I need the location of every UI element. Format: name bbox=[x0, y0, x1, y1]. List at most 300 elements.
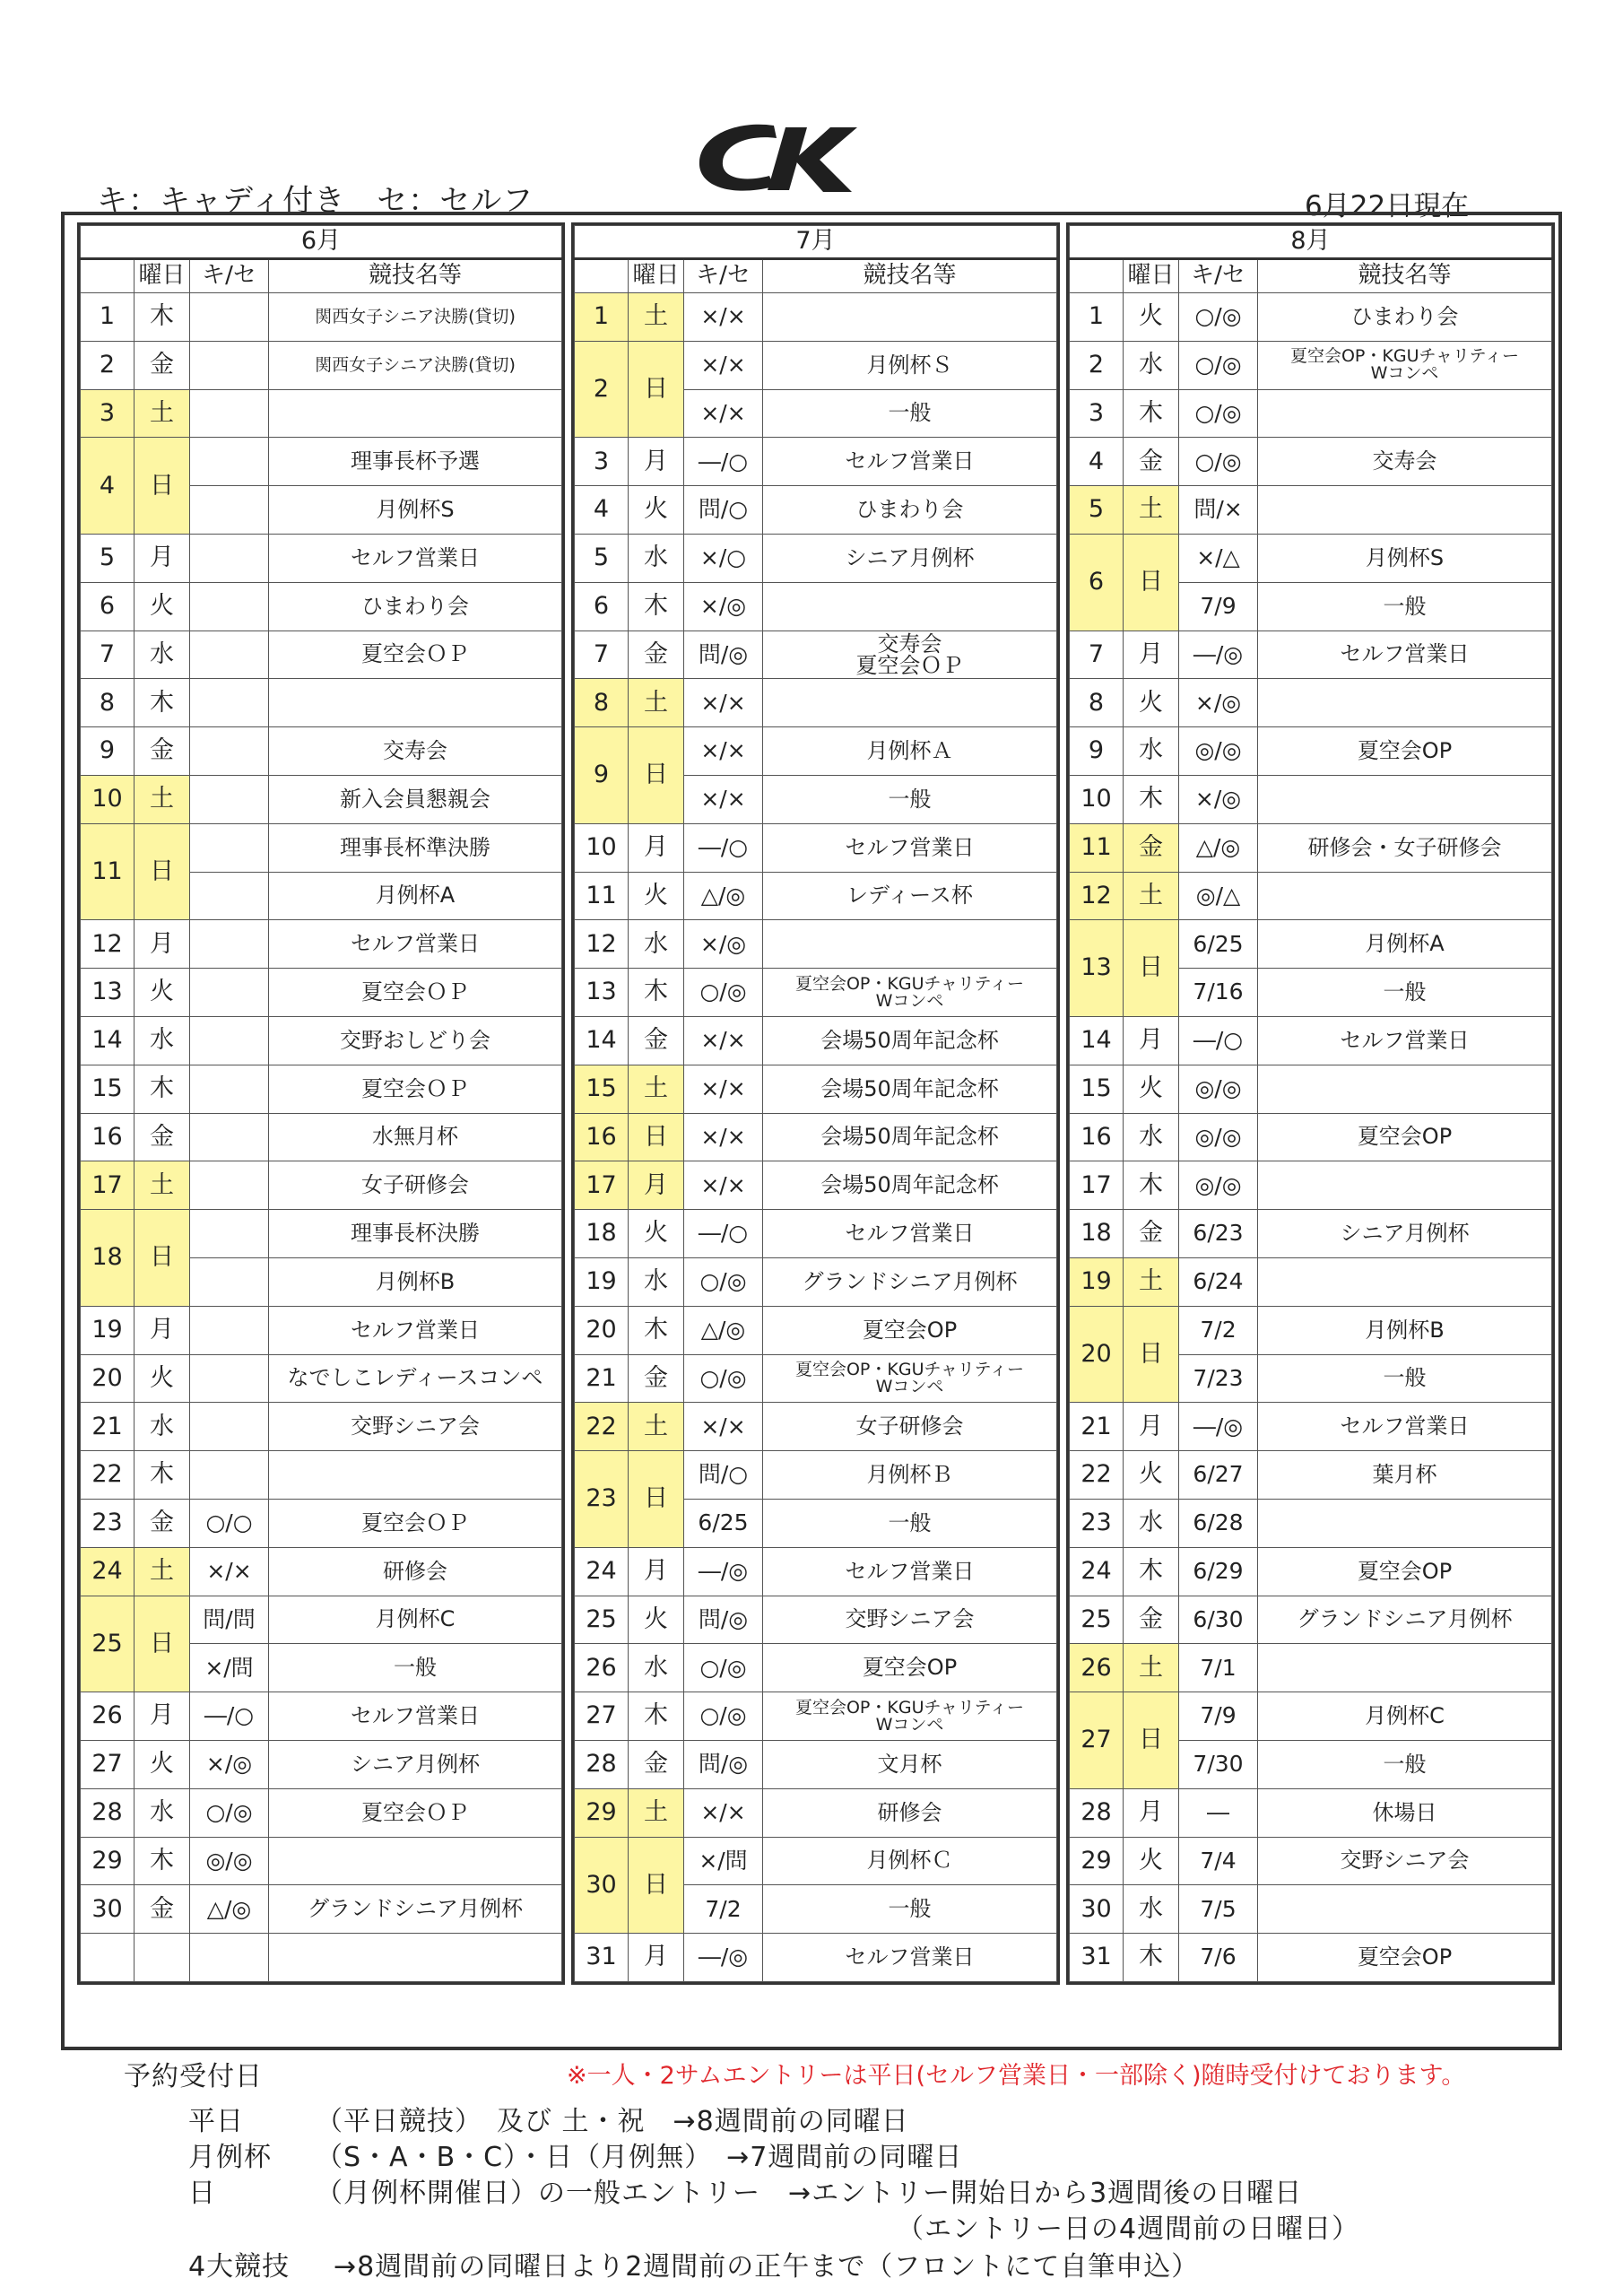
day-number: 12 bbox=[575, 920, 629, 969]
caddie-self-status: ― bbox=[1179, 1788, 1258, 1837]
weekday: 木 bbox=[629, 582, 684, 631]
event-name: 水無月杯 bbox=[269, 1113, 562, 1161]
table-row bbox=[1070, 293, 1552, 342]
weekday: 日 bbox=[135, 1210, 190, 1307]
day-number: 9 bbox=[81, 727, 135, 776]
table-row bbox=[575, 920, 1057, 969]
event-name: ひまわり会 bbox=[763, 486, 1057, 535]
month-august-table bbox=[1066, 222, 1555, 1985]
caddie-self-status bbox=[190, 341, 269, 389]
caddie-self-status bbox=[190, 1257, 269, 1306]
day-number: 16 bbox=[81, 1113, 135, 1161]
event-name: 関西女子シニア決勝(貸切) bbox=[269, 341, 562, 389]
table-row bbox=[575, 1065, 1057, 1113]
caddie-self-status bbox=[190, 1016, 269, 1065]
day-number: 31 bbox=[575, 1934, 629, 1982]
weekday: 月 bbox=[1124, 631, 1179, 679]
weekday: 水 bbox=[629, 920, 684, 969]
event-name: 夏空会ＯＰ bbox=[269, 969, 562, 1017]
caddie-self-status bbox=[190, 631, 269, 679]
event-name: 月例杯Ａ bbox=[763, 727, 1057, 776]
caddie-self-status: 7/6 bbox=[1179, 1934, 1258, 1982]
table-row bbox=[81, 920, 562, 969]
weekday: 水 bbox=[135, 631, 190, 679]
caddie-self-status: 問/× bbox=[1179, 486, 1258, 535]
caddie-self-status: ×/◎ bbox=[1179, 679, 1258, 727]
day-number: 23 bbox=[1070, 1499, 1124, 1547]
day-number: 7 bbox=[575, 631, 629, 679]
header-caddie-self: キ/セ bbox=[1179, 259, 1258, 293]
table-row bbox=[575, 823, 1057, 872]
caddie-self-status: 7/23 bbox=[1179, 1354, 1258, 1403]
weekday: 日 bbox=[629, 727, 684, 824]
event-name: なでしこレディースコンペ bbox=[269, 1354, 562, 1403]
table-row bbox=[1070, 1499, 1552, 1547]
month-title: 7月 bbox=[575, 226, 1057, 259]
event-name: 夏空会ＯＰ bbox=[269, 1065, 562, 1113]
caddie-self-status: ◎/△ bbox=[1179, 872, 1258, 920]
note-sunday-sub: （エントリー日の4週間前の日曜日） bbox=[897, 2213, 1360, 2245]
event-name: 夏空会ＯＰ bbox=[269, 1499, 562, 1547]
header-weekday: 曜日 bbox=[629, 259, 684, 293]
event-name: ひまわり会 bbox=[269, 582, 562, 631]
weekday: 日 bbox=[135, 1596, 190, 1692]
caddie-self-status: ―/◎ bbox=[1179, 631, 1258, 679]
caddie-self-status bbox=[190, 1354, 269, 1403]
caddie-self-status: ―/◎ bbox=[684, 1547, 763, 1596]
weekday: 土 bbox=[135, 1547, 190, 1596]
weekday: 水 bbox=[1124, 1113, 1179, 1161]
caddie-self-status: ―/◎ bbox=[684, 1934, 763, 1982]
caddie-self-status: ×/× bbox=[684, 1403, 763, 1451]
schedule-table bbox=[574, 225, 1057, 1982]
caddie-self-status: 6/25 bbox=[1179, 920, 1258, 969]
weekday: 月 bbox=[135, 920, 190, 969]
header-weekday: 曜日 bbox=[135, 259, 190, 293]
caddie-self-status bbox=[190, 1161, 269, 1210]
table-row bbox=[81, 1403, 562, 1451]
caddie-self-status bbox=[190, 534, 269, 582]
table-row bbox=[1070, 1306, 1552, 1354]
caddie-self-status: 6/23 bbox=[1179, 1210, 1258, 1258]
weekday: 水 bbox=[629, 1644, 684, 1692]
caddie-self-status: ×/× bbox=[684, 389, 763, 438]
weekday: 土 bbox=[629, 293, 684, 342]
event-name bbox=[1258, 1885, 1552, 1934]
event-name: 交野シニア会 bbox=[763, 1596, 1057, 1644]
day-number: 15 bbox=[1070, 1065, 1124, 1113]
table-row bbox=[81, 1934, 562, 1982]
day-number: 13 bbox=[575, 969, 629, 1017]
event-name bbox=[1258, 389, 1552, 438]
day-number: 3 bbox=[81, 389, 135, 438]
weekday: 木 bbox=[629, 1306, 684, 1354]
caddie-self-status bbox=[190, 679, 269, 727]
weekday: 木 bbox=[135, 679, 190, 727]
weekday: 金 bbox=[1124, 438, 1179, 486]
weekday: 水 bbox=[1124, 727, 1179, 776]
table-row bbox=[1070, 1113, 1552, 1161]
table-row bbox=[575, 1547, 1057, 1596]
day-number: 27 bbox=[1070, 1692, 1124, 1789]
weekday: 水 bbox=[1124, 341, 1179, 389]
caddie-self-status: ○/◎ bbox=[684, 969, 763, 1017]
month-june-table bbox=[77, 222, 565, 1985]
table-row bbox=[575, 1596, 1057, 1644]
caddie-self-status: ×/◎ bbox=[1179, 775, 1258, 823]
table-row bbox=[1070, 1885, 1552, 1934]
day-number: 29 bbox=[1070, 1837, 1124, 1885]
day-number: 24 bbox=[1070, 1547, 1124, 1596]
table-row bbox=[575, 727, 1057, 776]
table-row bbox=[575, 1354, 1057, 1403]
event-name: 夏空会ＯＰ bbox=[269, 1788, 562, 1837]
event-name: 交野おしどり会 bbox=[269, 1016, 562, 1065]
caddie-self-status: ×/× bbox=[684, 775, 763, 823]
caddie-self-status: ×/× bbox=[684, 1065, 763, 1113]
day-number: 16 bbox=[575, 1113, 629, 1161]
event-name: 月例杯B bbox=[269, 1257, 562, 1306]
caddie-self-status bbox=[190, 775, 269, 823]
day-number: 6 bbox=[575, 582, 629, 631]
table-row bbox=[81, 1547, 562, 1596]
weekday: 日 bbox=[1124, 534, 1179, 631]
day-number: 14 bbox=[575, 1016, 629, 1065]
header-weekday: 曜日 bbox=[1124, 259, 1179, 293]
day-number: 29 bbox=[575, 1788, 629, 1837]
day-number: 5 bbox=[575, 534, 629, 582]
day-number: 2 bbox=[81, 341, 135, 389]
caddie-self-status: ×/◎ bbox=[684, 920, 763, 969]
table-row bbox=[1070, 872, 1552, 920]
weekday: 火 bbox=[135, 1354, 190, 1403]
table-row bbox=[1070, 679, 1552, 727]
day-number: 11 bbox=[1070, 823, 1124, 872]
caddie-self-status bbox=[190, 872, 269, 920]
table-row bbox=[81, 1161, 562, 1210]
weekday: 土 bbox=[1124, 486, 1179, 535]
weekday bbox=[135, 1934, 190, 1982]
day-number: 19 bbox=[575, 1257, 629, 1306]
table-row bbox=[1070, 920, 1552, 969]
event-name: 会場50周年記念杯 bbox=[763, 1016, 1057, 1065]
day-number: 25 bbox=[81, 1596, 135, 1692]
caddie-self-status bbox=[190, 823, 269, 872]
day-number: 17 bbox=[1070, 1161, 1124, 1210]
table-row bbox=[575, 1788, 1057, 1837]
table-row bbox=[1070, 1596, 1552, 1644]
caddie-self-status: ×/× bbox=[684, 679, 763, 727]
event-name: 研修会・女子研修会 bbox=[1258, 823, 1552, 872]
day-number: 9 bbox=[1070, 727, 1124, 776]
table-row bbox=[1070, 631, 1552, 679]
weekday: 木 bbox=[1124, 1161, 1179, 1210]
event-name: シニア月例杯 bbox=[763, 534, 1057, 582]
day-number bbox=[81, 1934, 135, 1982]
weekday: 月 bbox=[629, 1934, 684, 1982]
event-name: 夏空会OP・KGUチャリティー Wコンペ bbox=[1258, 341, 1552, 389]
day-number: 17 bbox=[575, 1161, 629, 1210]
weekday: 木 bbox=[629, 1692, 684, 1741]
event-name: 交野シニア会 bbox=[1258, 1837, 1552, 1885]
day-number: 17 bbox=[81, 1161, 135, 1210]
caddie-self-status bbox=[190, 920, 269, 969]
table-row bbox=[575, 341, 1057, 389]
table-row bbox=[575, 679, 1057, 727]
event-name: 会場50周年記念杯 bbox=[763, 1161, 1057, 1210]
table-row bbox=[81, 293, 562, 342]
table-row bbox=[575, 969, 1057, 1017]
weekday: 金 bbox=[135, 727, 190, 776]
caddie-self-status: ×/× bbox=[684, 293, 763, 342]
table-row bbox=[575, 1257, 1057, 1306]
caddie-self-status: 7/9 bbox=[1179, 1692, 1258, 1741]
table-row bbox=[81, 341, 562, 389]
table-row bbox=[575, 1161, 1057, 1210]
event-name: 月例杯C bbox=[269, 1596, 562, 1644]
event-name bbox=[1258, 1499, 1552, 1547]
event-name: 夏空会OP bbox=[1258, 1547, 1552, 1596]
weekday: 土 bbox=[135, 1161, 190, 1210]
caddie-self-status: ×/× bbox=[684, 1113, 763, 1161]
weekday: 火 bbox=[629, 1596, 684, 1644]
day-number: 28 bbox=[575, 1740, 629, 1788]
note-monthly-text: （S・A・B・C）・日（月例無） →7週間前の同曜日 bbox=[316, 2142, 963, 2173]
as-of-date: 6月22日現在 bbox=[1305, 190, 1470, 222]
table-row bbox=[1070, 1837, 1552, 1885]
day-number: 2 bbox=[575, 341, 629, 438]
header-event: 競技名等 bbox=[763, 259, 1057, 293]
event-name: 月例杯A bbox=[269, 872, 562, 920]
day-number: 31 bbox=[1070, 1934, 1124, 1982]
caddie-self-status bbox=[190, 1113, 269, 1161]
caddie-self-status: ×/問 bbox=[684, 1837, 763, 1885]
caddie-self-status: ◎/◎ bbox=[1179, 727, 1258, 776]
event-name: 月例杯S bbox=[269, 486, 562, 535]
event-name: 夏空会OP・KGUチャリティー Wコンペ bbox=[763, 1354, 1057, 1403]
day-number: 23 bbox=[575, 1451, 629, 1548]
event-name bbox=[269, 1934, 562, 1982]
day-number: 11 bbox=[575, 872, 629, 920]
event-name: シニア月例杯 bbox=[1258, 1210, 1552, 1258]
weekday: 木 bbox=[135, 293, 190, 342]
event-name: 夏空会OP bbox=[1258, 727, 1552, 776]
day-number: 4 bbox=[575, 486, 629, 535]
table-row bbox=[575, 1306, 1057, 1354]
caddie-self-status: 7/2 bbox=[684, 1885, 763, 1934]
event-name: 理事長杯準決勝 bbox=[269, 823, 562, 872]
event-name: 研修会 bbox=[269, 1547, 562, 1596]
table-row bbox=[1070, 486, 1552, 535]
day-number: 1 bbox=[1070, 293, 1124, 342]
caddie-self-status: ◎/◎ bbox=[1179, 1161, 1258, 1210]
caddie-self-status: ○/◎ bbox=[684, 1354, 763, 1403]
club-logo bbox=[689, 115, 868, 204]
table-row bbox=[81, 1596, 562, 1644]
weekday: 月 bbox=[135, 534, 190, 582]
event-name: 会場50周年記念杯 bbox=[763, 1113, 1057, 1161]
table-row bbox=[575, 1692, 1057, 1741]
table-row bbox=[81, 1499, 562, 1547]
day-number: 11 bbox=[81, 823, 135, 920]
day-number: 24 bbox=[81, 1547, 135, 1596]
day-number: 28 bbox=[81, 1788, 135, 1837]
note-weekday-label: 平日 bbox=[188, 2106, 244, 2137]
table-row bbox=[575, 1934, 1057, 1982]
table-row bbox=[575, 486, 1057, 535]
table-row bbox=[575, 1837, 1057, 1885]
header-event: 競技名等 bbox=[269, 259, 562, 293]
caddie-self-status: 7/16 bbox=[1179, 969, 1258, 1017]
caddie-self-status: 6/30 bbox=[1179, 1596, 1258, 1644]
event-name: 月例杯B bbox=[1258, 1306, 1552, 1354]
day-number: 10 bbox=[81, 775, 135, 823]
caddie-self-status: 6/24 bbox=[1179, 1257, 1258, 1306]
caddie-self-status: ○/◎ bbox=[190, 1788, 269, 1837]
caddie-self-status: ○/◎ bbox=[684, 1644, 763, 1692]
table-row bbox=[81, 1692, 562, 1741]
event-name bbox=[763, 582, 1057, 631]
table-row bbox=[575, 1016, 1057, 1065]
weekday: 火 bbox=[1124, 1451, 1179, 1500]
day-number: 22 bbox=[575, 1403, 629, 1451]
event-name: 夏空会ＯＰ bbox=[269, 631, 562, 679]
caddie-self-status bbox=[190, 969, 269, 1017]
weekday: 木 bbox=[1124, 1547, 1179, 1596]
event-name: 一般 bbox=[1258, 1354, 1552, 1403]
caddie-self-status: ―/○ bbox=[684, 1210, 763, 1258]
event-name: 会場50周年記念杯 bbox=[763, 1065, 1057, 1113]
caddie-self-status: ―/○ bbox=[190, 1692, 269, 1741]
schedule-table bbox=[80, 225, 562, 1982]
day-number: 4 bbox=[81, 438, 135, 535]
logo-text: CK bbox=[689, 115, 690, 116]
day-number: 22 bbox=[1070, 1451, 1124, 1500]
day-number: 26 bbox=[1070, 1644, 1124, 1692]
table-row bbox=[1070, 534, 1552, 582]
event-name: セルフ営業日 bbox=[763, 823, 1057, 872]
event-name: 関西女子シニア決勝(貸切) bbox=[269, 293, 562, 342]
caddie-self-status: 7/4 bbox=[1179, 1837, 1258, 1885]
weekday: 火 bbox=[629, 872, 684, 920]
weekday: 金 bbox=[629, 631, 684, 679]
event-name: 月例杯C bbox=[1258, 1692, 1552, 1741]
event-name bbox=[269, 1837, 562, 1885]
table-row bbox=[1070, 1644, 1552, 1692]
event-name: 研修会 bbox=[763, 1788, 1057, 1837]
day-number: 30 bbox=[81, 1885, 135, 1934]
note-sunday-label: 日 bbox=[188, 2178, 216, 2209]
month-title: 8月 bbox=[1070, 226, 1552, 259]
event-name: 女子研修会 bbox=[269, 1161, 562, 1210]
weekday: 月 bbox=[629, 1161, 684, 1210]
weekday: 木 bbox=[1124, 775, 1179, 823]
event-name bbox=[269, 389, 562, 438]
day-number: 6 bbox=[1070, 534, 1124, 631]
table-row bbox=[1070, 1065, 1552, 1113]
event-name: 一般 bbox=[763, 1499, 1057, 1547]
event-name: 月例杯S bbox=[1258, 534, 1552, 582]
table-row bbox=[81, 1788, 562, 1837]
caddie-self-status: ○/◎ bbox=[1179, 389, 1258, 438]
weekday: 水 bbox=[629, 1257, 684, 1306]
caddie-self-status: △/◎ bbox=[190, 1885, 269, 1934]
caddie-self-status: 問/◎ bbox=[684, 631, 763, 679]
table-row bbox=[81, 1306, 562, 1354]
weekday: 水 bbox=[135, 1403, 190, 1451]
table-row bbox=[1070, 1210, 1552, 1258]
weekday: 日 bbox=[629, 1837, 684, 1934]
table-row bbox=[81, 1354, 562, 1403]
notes-red-note: ※一人・2サムエントリーは平日(セルフ営業日・一部除く)随時受付けております。 bbox=[567, 2062, 1466, 2090]
day-number: 3 bbox=[1070, 389, 1124, 438]
day-number: 21 bbox=[575, 1354, 629, 1403]
weekday: 木 bbox=[629, 969, 684, 1017]
caddie-self-status: ◎/◎ bbox=[190, 1837, 269, 1885]
event-name: レディース杯 bbox=[763, 872, 1057, 920]
event-name: 月例杯Ｃ bbox=[763, 1837, 1057, 1885]
weekday: 火 bbox=[135, 1740, 190, 1788]
weekday: 火 bbox=[1124, 293, 1179, 342]
weekday: 月 bbox=[1124, 1403, 1179, 1451]
weekday: 金 bbox=[1124, 823, 1179, 872]
event-name: 夏空会OP bbox=[1258, 1113, 1552, 1161]
caddie-self-status: ×/× bbox=[190, 1547, 269, 1596]
day-number: 15 bbox=[81, 1065, 135, 1113]
event-name: 交寿会 bbox=[1258, 438, 1552, 486]
table-row bbox=[81, 582, 562, 631]
weekday: 土 bbox=[629, 1065, 684, 1113]
weekday: 水 bbox=[1124, 1885, 1179, 1934]
caddie-self-status: △/◎ bbox=[684, 872, 763, 920]
event-name: セルフ営業日 bbox=[763, 1210, 1057, 1258]
event-name: 夏空会OP・KGUチャリティー Wコンペ bbox=[763, 969, 1057, 1017]
caddie-self-status: ―/◎ bbox=[1179, 1403, 1258, 1451]
day-number: 15 bbox=[575, 1065, 629, 1113]
day-number: 20 bbox=[575, 1306, 629, 1354]
event-name: 一般 bbox=[1258, 582, 1552, 631]
day-number: 13 bbox=[1070, 920, 1124, 1017]
schedule-table bbox=[1069, 225, 1552, 1982]
weekday: 金 bbox=[135, 341, 190, 389]
weekday: 火 bbox=[1124, 1065, 1179, 1113]
table-row bbox=[81, 727, 562, 776]
month-july-table bbox=[571, 222, 1060, 1985]
day-number: 18 bbox=[575, 1210, 629, 1258]
weekday: 金 bbox=[1124, 1596, 1179, 1644]
event-name: 交野シニア会 bbox=[269, 1403, 562, 1451]
day-number: 7 bbox=[81, 631, 135, 679]
event-name bbox=[269, 1451, 562, 1500]
weekday: 木 bbox=[1124, 389, 1179, 438]
table-row bbox=[81, 1885, 562, 1934]
table-row bbox=[1070, 341, 1552, 389]
weekday: 日 bbox=[629, 1113, 684, 1161]
caddie-self-status: ×/× bbox=[684, 1161, 763, 1210]
event-name bbox=[1258, 1161, 1552, 1210]
day-number: 18 bbox=[1070, 1210, 1124, 1258]
weekday: 日 bbox=[629, 341, 684, 438]
weekday: 木 bbox=[135, 1065, 190, 1113]
caddie-self-status bbox=[190, 389, 269, 438]
event-name: 一般 bbox=[1258, 969, 1552, 1017]
event-name: 休場日 bbox=[1258, 1788, 1552, 1837]
table-row bbox=[1070, 727, 1552, 776]
table-row bbox=[81, 679, 562, 727]
weekday: 日 bbox=[1124, 1692, 1179, 1789]
day-number: 1 bbox=[81, 293, 135, 342]
event-name bbox=[1258, 872, 1552, 920]
